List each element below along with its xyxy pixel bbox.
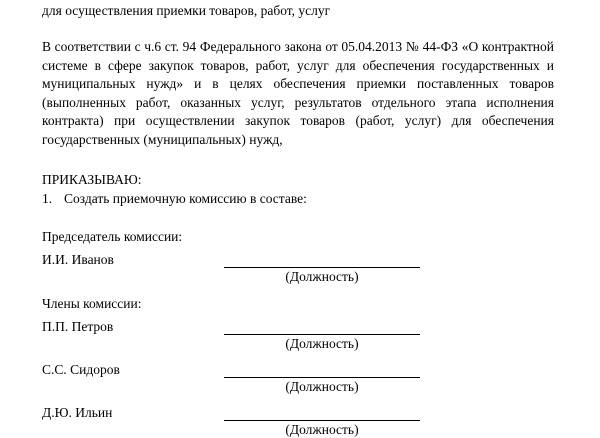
- signature-field: [224, 363, 420, 378]
- signature-line: [224, 406, 420, 421]
- chairman-title: Председатель комиссии:: [42, 229, 183, 244]
- member-row: [42, 403, 554, 421]
- members-block: [42, 296, 554, 438]
- document-paragraph: В соответствии с ч.6 ст. 94 Федерального закона от 05.04.2013 № 44-ФЗ «О контрактной системе в сфере закупок товаров, работ, услуг для обеспечения государственных и муниципальных нужд» и в целях обеспечения приемки поставленных товаров (выполненных работ, оказанных услуг, результатов отдельного этапа исполнения контракта) при осуществлении закупок товаров (работ, услуг) для обеспечения государственных (муниципальных) нужд,: [42, 39, 554, 147]
- chairman-block: [42, 229, 554, 285]
- item-number: 1.: [42, 191, 53, 206]
- member-name: С.С. Сидоров: [42, 362, 120, 377]
- member-name: Д.Ю. Ильин: [42, 405, 113, 420]
- item-text: Создать приемочную комиссию в составе:: [64, 191, 307, 206]
- document-top-line: для осуществления приемки товаров, работ, услуг: [42, 3, 331, 18]
- signature-field: [224, 406, 420, 421]
- chairman-name: И.И. Иванов: [42, 252, 114, 267]
- numbered-item: [42, 191, 554, 207]
- signature-line: [224, 320, 420, 335]
- position-caption: (Должность): [285, 336, 359, 351]
- signature-field: [224, 320, 420, 335]
- chairman-row: [42, 250, 554, 268]
- signature-line: [224, 253, 420, 268]
- member-name: П.П. Петров: [42, 319, 114, 334]
- position-caption: (Должность): [285, 269, 359, 284]
- signature-field: [224, 253, 420, 268]
- members-title: Члены комиссии:: [42, 296, 142, 311]
- position-caption: (Должность): [285, 422, 359, 437]
- order-keyword: ПРИКАЗЫВАЮ:: [42, 172, 142, 187]
- member-row: [42, 360, 554, 378]
- position-caption: (Должность): [285, 379, 359, 394]
- member-row: [42, 317, 554, 335]
- signature-line: [224, 363, 420, 378]
